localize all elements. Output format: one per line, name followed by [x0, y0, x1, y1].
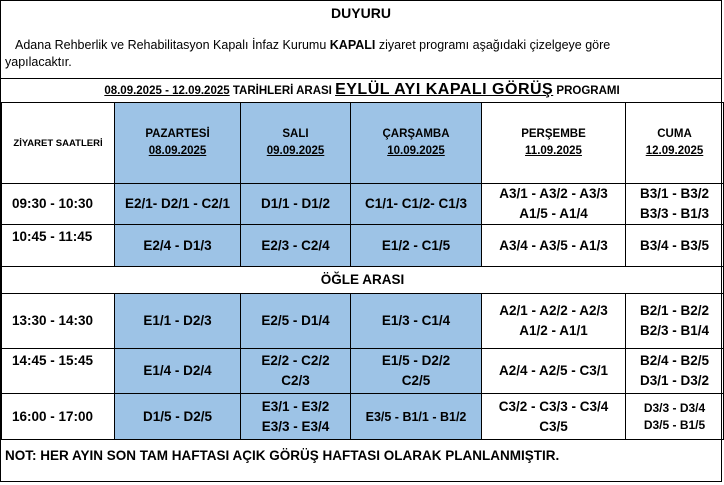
time-slot: 09:30 - 10:30: [2, 184, 115, 225]
schedule-cell: [115, 394, 241, 440]
cell-line: D1/1 - D1/2: [260, 196, 331, 211]
page-title: DUYURU: [331, 5, 391, 21]
day-name: PAZARTESİ: [145, 128, 210, 140]
day-name: SALI: [282, 128, 309, 140]
schedule-cell: [482, 294, 626, 349]
day-name: PERŞEMBE: [521, 128, 586, 140]
schedule-cell: [241, 225, 351, 267]
schedule-cell: [115, 225, 241, 267]
table-row: [2, 184, 724, 225]
day-date: 08.09.2025: [148, 145, 207, 157]
schedule-cell: [482, 349, 626, 394]
day-header: [482, 103, 626, 184]
cell-line: A3/1 - A3/2 - A3/3: [499, 186, 608, 201]
footer-note: NOT: HER AYIN SON TAM HAFTASI AÇIK GÖRÜŞ HAFTASI OLARAK PLANLANMIŞTIR.: [5, 448, 560, 463]
schedule-table: [1, 102, 724, 440]
table-row: [2, 294, 724, 349]
table-row: [2, 394, 724, 440]
cell-line: D1/5 - D2/5: [142, 408, 213, 424]
schedule-cell: [626, 394, 724, 440]
cell-line: C2/3: [281, 373, 310, 388]
schedule-cell: [626, 184, 724, 225]
intro-bold: KAPALI: [329, 38, 376, 52]
cell-line: E3/3 - E3/4: [261, 418, 330, 434]
day-header: [241, 103, 351, 184]
intro-before: Adana Rehberlik ve Rehabilitasyon Kapalı İnfaz Kurumu: [15, 38, 330, 52]
cell-line: B2/3 - B1/4: [639, 323, 710, 338]
schedule-cell: [351, 394, 482, 440]
cell-line: C1/1- C1/2- C1/3: [364, 196, 468, 211]
schedule-cell: [241, 184, 351, 225]
schedule-cell: [241, 294, 351, 349]
cell-line: B3/3 - B1/3: [639, 206, 710, 221]
lunch-row: [2, 267, 724, 294]
time-slot: 10:45 - 11:45: [2, 225, 115, 267]
cell-line: E2/1- D2/1 - C2/1: [124, 196, 231, 211]
time-slot: 14:45 - 15:45: [2, 349, 115, 394]
time-header: ZİYARET SAATLERİ: [2, 103, 115, 184]
day-name: CUMA: [657, 128, 692, 140]
schedule-cell: [482, 184, 626, 225]
cell-line: E2/3 - C2/4: [261, 237, 330, 253]
time-slot: 16:00 - 17:00: [2, 394, 115, 440]
program-main: EYLÜL AYI KAPALI GÖRÜŞ: [335, 81, 554, 98]
schedule-cell: [115, 349, 241, 394]
cell-line: E2/2 - C2/2: [261, 353, 330, 368]
cell-line: C3/5: [539, 418, 568, 434]
intro-text: [5, 37, 665, 71]
program-heading: [1, 81, 723, 99]
cell-line: E1/1 - D2/3: [143, 313, 212, 328]
cell-line: D3/3 - D3/4: [643, 400, 706, 415]
cell-line: D3/5 - B1/5: [643, 417, 706, 432]
cell-line: E1/2 - C1/5: [381, 237, 451, 253]
cell-line: E1/4 - D2/4: [143, 363, 212, 378]
day-name: ÇARŞAMBA: [382, 128, 450, 140]
program-date-range: 08.09.2025 - 12.09.2025: [104, 85, 230, 97]
cell-line: A1/5 - A1/4: [519, 206, 588, 221]
schedule-cell: [626, 349, 724, 394]
day-date: 12.09.2025: [645, 145, 704, 157]
schedule-cell: [482, 394, 626, 440]
schedule-cell: [115, 294, 241, 349]
cell-line: B2/4 - B2/5: [639, 353, 710, 368]
schedule-cell: [241, 394, 351, 440]
table-row: [2, 349, 724, 394]
schedule-cell: [626, 225, 724, 267]
table-row: [2, 225, 724, 267]
day-header: [626, 103, 724, 184]
cell-line: E3/5 - B1/1 - B1/2: [365, 409, 467, 424]
day-date: 10.09.2025: [387, 145, 445, 157]
cell-line: B3/4 - B3/5: [639, 237, 710, 253]
cell-line: C2/5: [401, 373, 431, 388]
cell-line: A1/2 - A1/1: [519, 323, 588, 338]
cell-line: E2/4 - D1/3: [143, 237, 212, 253]
cell-line: E2/5 - D1/4: [261, 313, 330, 328]
schedule-cell: [351, 349, 482, 394]
cell-line: E1/3 - C1/4: [381, 313, 451, 328]
day-date: 09.09.2025: [266, 145, 325, 157]
schedule-cell: [351, 225, 482, 267]
cell-line: B2/1 - B2/2: [639, 303, 710, 318]
intro-after: ziyaret programı aşağıdaki çizelgeye göre yapılacaktır.: [5, 38, 611, 69]
cell-line: B3/1 - B3/2: [639, 186, 710, 201]
cell-line: C3/2 - C3/3 - C3/4: [498, 398, 609, 414]
schedule-cell: [626, 294, 724, 349]
day-header: [351, 103, 482, 184]
header-row: [2, 103, 724, 184]
cell-line: E1/5 - D2/2: [381, 353, 451, 368]
day-header: [115, 103, 241, 184]
time-slot: 13:30 - 14:30: [2, 294, 115, 349]
schedule-cell: [351, 184, 482, 225]
cell-line: E3/1 - E3/2: [261, 398, 330, 414]
day-date: 11.09.2025: [525, 145, 582, 157]
divider: [1, 78, 721, 79]
schedule-cell: [351, 294, 482, 349]
schedule-cell: [482, 225, 626, 267]
program-suffix: PROGRAMI: [553, 85, 620, 97]
cell-line: A2/1 - A2/2 - A2/3: [499, 303, 608, 318]
lunch-break: ÖĞLE ARASI: [2, 267, 724, 294]
cell-line: A2/4 - A2/5 - C3/1: [498, 363, 609, 378]
schedule-cell: [115, 184, 241, 225]
program-between: TARİHLERİ ARASI: [229, 85, 336, 97]
cell-line: D3/1 - D3/2: [639, 373, 710, 388]
schedule-cell: [241, 349, 351, 394]
cell-line: A3/4 - A3/5 - A1/3: [499, 237, 608, 253]
